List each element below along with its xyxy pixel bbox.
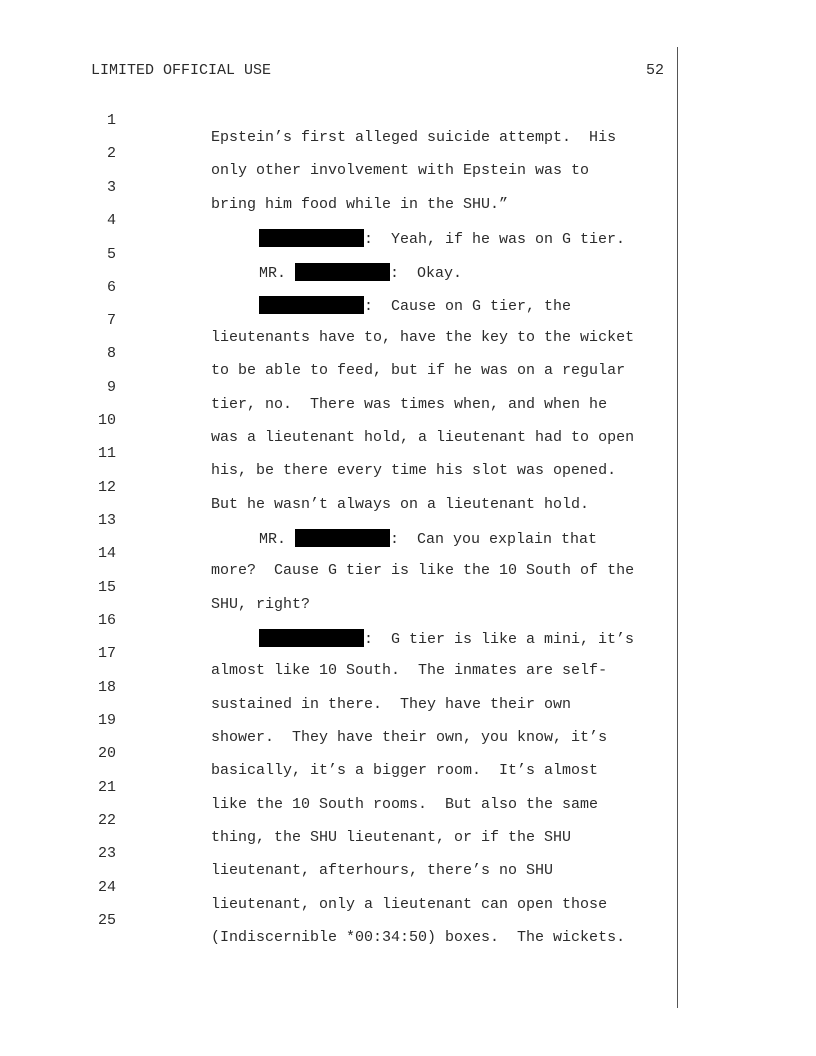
line-number: 2 [106,145,116,162]
transcript-line [0,95,700,146]
line-number: 13 [97,512,116,529]
line-text: lieutenant, afterhours, there’s no SHU [211,862,554,879]
transcript-line [0,229,700,282]
line-text: thing, the SHU lieutenant, or if the SHU [211,829,572,846]
line-number: 10 [97,412,116,429]
line-text: bring him food while in the SHU.” [211,196,509,213]
line-text: more? Cause G tier is like the 10 South of the [211,562,635,579]
line-number: 1 [106,112,116,129]
transcript-line [0,128,700,179]
line-number: 12 [97,479,116,496]
transcript-line [0,595,700,648]
transcript-line [0,695,700,746]
transcript-line [0,362,700,413]
transcript-line [0,428,700,479]
line-number: 20 [97,745,116,762]
line-number: 18 [97,679,116,696]
classification-header: LIMITED OFFICIAL USE [91,62,272,79]
speaker-line-text: : Can you explain that [390,531,598,548]
line-number: 16 [97,612,116,629]
line-number: 4 [106,212,116,229]
line-number: 17 [97,645,116,662]
line-number: 11 [97,445,116,462]
speaker-prefix: MR. [259,531,296,548]
transcript-line [0,628,700,679]
line-number: 15 [97,579,116,596]
transcript-line [0,895,700,946]
line-text: SHU, right? [211,596,311,613]
page-number: 52 [646,62,665,79]
line-text: Epstein’s first alleged suicide attempt. His [211,129,617,146]
transcript-line [0,795,700,846]
transcript-line [0,728,700,779]
transcript-line [0,462,700,513]
transcript-line [0,528,700,579]
speaker-prefix: MR. [259,265,296,282]
line-number: 19 [97,712,116,729]
transcript-line [0,662,700,713]
line-text: shower. They have their own, you know, it’s [211,729,608,746]
speaker-line-text: : Cause on G tier, the [364,298,572,315]
transcript-line [0,395,700,446]
line-text: But he wasn’t always on a lieutenant hold. [211,496,590,513]
line-number: 24 [97,879,116,896]
speaker-line-text: : G tier is like a mini, it’s [364,631,635,648]
line-text: like the 10 South rooms. But also the same [211,796,599,813]
transcript-line [0,328,700,379]
line-text: tier, no. There was times when, and when he [211,396,608,413]
transcript-line [0,195,700,248]
transcript-line [0,862,700,913]
line-text: sustained in there. They have their own [211,696,572,713]
line-number: 23 [97,845,116,862]
line-number: 25 [97,912,116,929]
line-text: basically, it’s a bigger room. It’s almost [211,762,599,779]
line-text: (Indiscernible *00:34:50) boxes. The wickets. [211,929,626,946]
line-text: lieutenants have to, have the key to the wicket [211,329,635,346]
speaker-line-text: : Okay. [390,265,463,282]
transcript-line [0,262,700,315]
transcript-line [0,828,700,879]
line-number: 7 [106,312,116,329]
transcript-line [0,762,700,813]
line-text: to be able to feed, but if he was on a regular [211,362,626,379]
transcript-line [0,162,700,213]
line-text: lieutenant, only a lieutenant can open those [211,896,608,913]
line-number: 22 [97,812,116,829]
speaker-line-text: : Yeah, if he was on G tier. [364,231,626,248]
line-number: 3 [106,179,116,196]
line-number: 14 [97,545,116,562]
line-number: 6 [106,279,116,296]
transcript-line [0,495,700,548]
line-text: was a lieutenant hold, a lieutenant had to open [211,429,635,446]
line-text: his, be there every time his slot was opened. [211,462,617,479]
line-number: 8 [106,345,116,362]
line-number: 9 [106,379,116,396]
line-number: 21 [97,779,116,796]
line-number: 5 [106,246,116,263]
line-text: only other involvement with Epstein was to [211,162,590,179]
transcript-line [0,295,700,346]
transcript-line [0,562,700,613]
line-text: almost like 10 South. The inmates are self- [211,662,608,679]
